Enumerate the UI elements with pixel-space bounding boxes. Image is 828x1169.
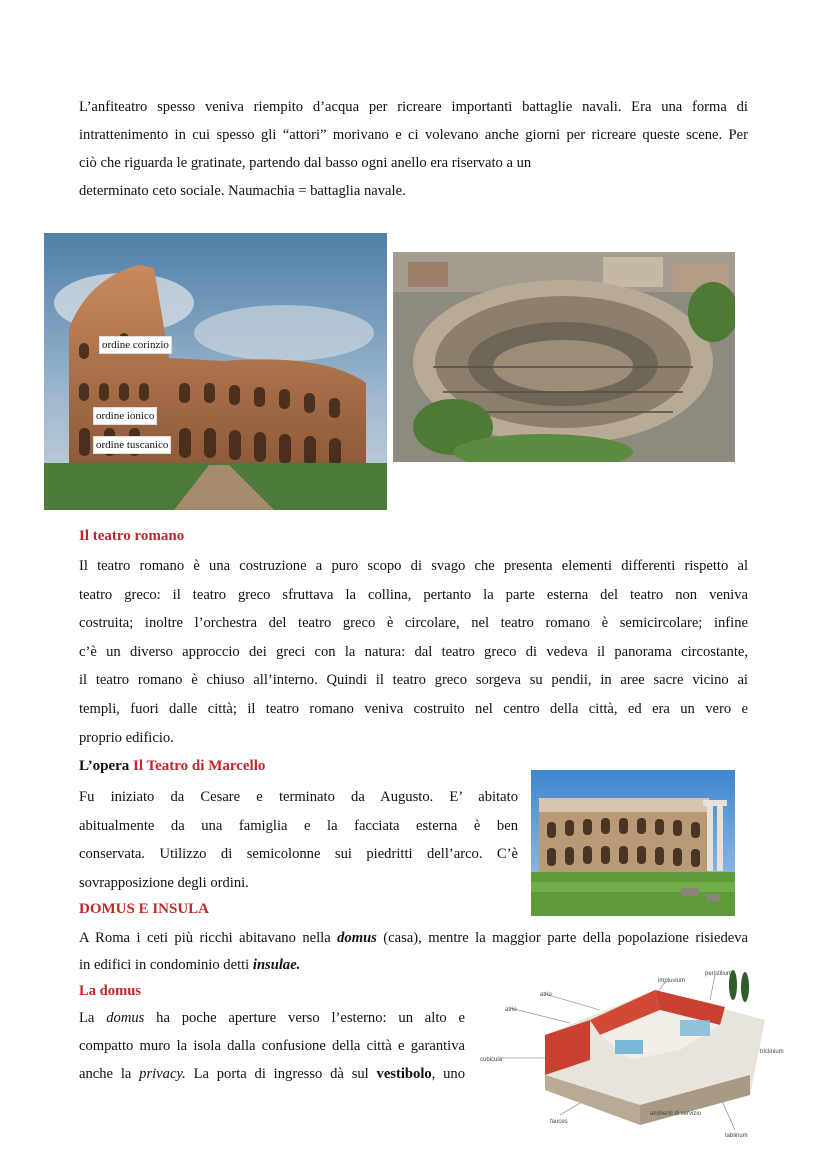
teatro-line: templi, fuori dalle città; il teatro romano veniva costruito nel centro della città, ed era un vero e [79,700,748,717]
intro-line: L’anfiteatro spesso veniva riempito d’acqua per ricreare importanti battaglie navali. Era una forma di [79,99,748,115]
la-domus-line: compatto muro la isola dalla confusione della città e garantiva [79,1038,465,1054]
la-domus-paragraph [79,1004,465,1088]
heading-marcello [79,758,265,775]
diagram-label-tablinum: tablinum [725,1133,748,1139]
la-domus-line: anche la privacy. La porta di ingresso dà sul vestibolo, uno [79,1066,466,1082]
domus-insula-line: A Roma i ceti più ricchi abitavano nella domus (casa), mentre la maggior parte della popolazione risiedeva [79,930,749,946]
heading-marcello-prefix: L’opera [79,758,134,774]
marcello-line: abitualmente da una famiglia e la facciata esterna è ben [79,817,518,834]
teatro-line: costruita; inoltre l’orchestra del teatro greco è circolare, nel teatro romano è semicircolare; infine [79,615,748,632]
marcello-line: conservata. Utilizzo di semicolonne sui piedritti dell’arco. C’è [79,846,518,863]
teatro-line: teatro greco: il teatro greco sfruttava la collina, pertanto la parte esterna del teatro non veniva [79,586,748,603]
intro-paragraph [79,93,748,205]
label-ordine-corinzio: ordine corinzio [99,336,172,354]
teatro-line: Il teatro romano è una costruzione a puro scopo di svago che presenta elementi differenti rispetto al [79,558,748,574]
teatro-marcello-photo [531,770,735,916]
diagram-label-ambienti: ambienti di servizio [650,1111,702,1117]
diagram-label-peristilium: peristilium [705,971,733,977]
heading-teatro-romano: Il teatro romano [79,528,185,544]
diagram-label-atrium: atrio [540,992,552,998]
diagram-label-cubicula: cubicula [480,1057,503,1063]
diagram-label-atrio: atrio [505,1007,517,1013]
diagram-label-triclinium: triclinium [760,1049,784,1055]
heading-domus-insula: DOMUS E INSULA [79,901,210,917]
intro-line: ciò che riguarda le gratinate, partendo dal basso ogni anello era riservato a un [79,155,532,171]
marcello-line: Fu iniziato da Cesare e terminato da Augusto. E’ abitato [79,789,518,805]
diagram-label-fauces: fauces [550,1119,568,1125]
domus-insula-line: in edifici in condominio detti insulae. [79,957,301,973]
diagram-label-impluvium: impluvium [658,978,686,984]
teatro-line: proprio edificio. [79,729,174,746]
teatro-line: il teatro romano è chiuso all’interno. Quindi il teatro greco sorgeva su pendii, in aree sacre vicino ai [79,672,748,689]
domus-diagram [480,965,792,1150]
teatro-line: c’è un diverso approccio dei greci con la natura: dal teatro greco di vedeva il panorama circostante, [79,643,748,660]
label-ordine-ionico: ordine ionico [93,407,157,425]
colosseum-exterior-photo [44,233,387,510]
intro-line: intrattenimento in cui spesso gli “attori” morivano e ci volevano anche giorni per ricreare queste scene. Per [79,127,748,143]
heading-marcello-title: Il Teatro di Marcello [133,758,266,774]
marcello-line: sovrapposizione degli ordini. [79,874,249,891]
teatro-romano-paragraph [79,552,748,752]
heading-la-domus: La domus [79,983,142,999]
marcello-paragraph [79,783,518,897]
colosseum-aerial-photo [393,252,735,462]
intro-line: determinato ceto sociale. Naumachia = battaglia navale. [79,183,406,199]
la-domus-line: La domus ha poche aperture verso l’esterno: un alto e [79,1010,465,1026]
label-ordine-tuscanico: ordine tuscanico [93,436,171,454]
